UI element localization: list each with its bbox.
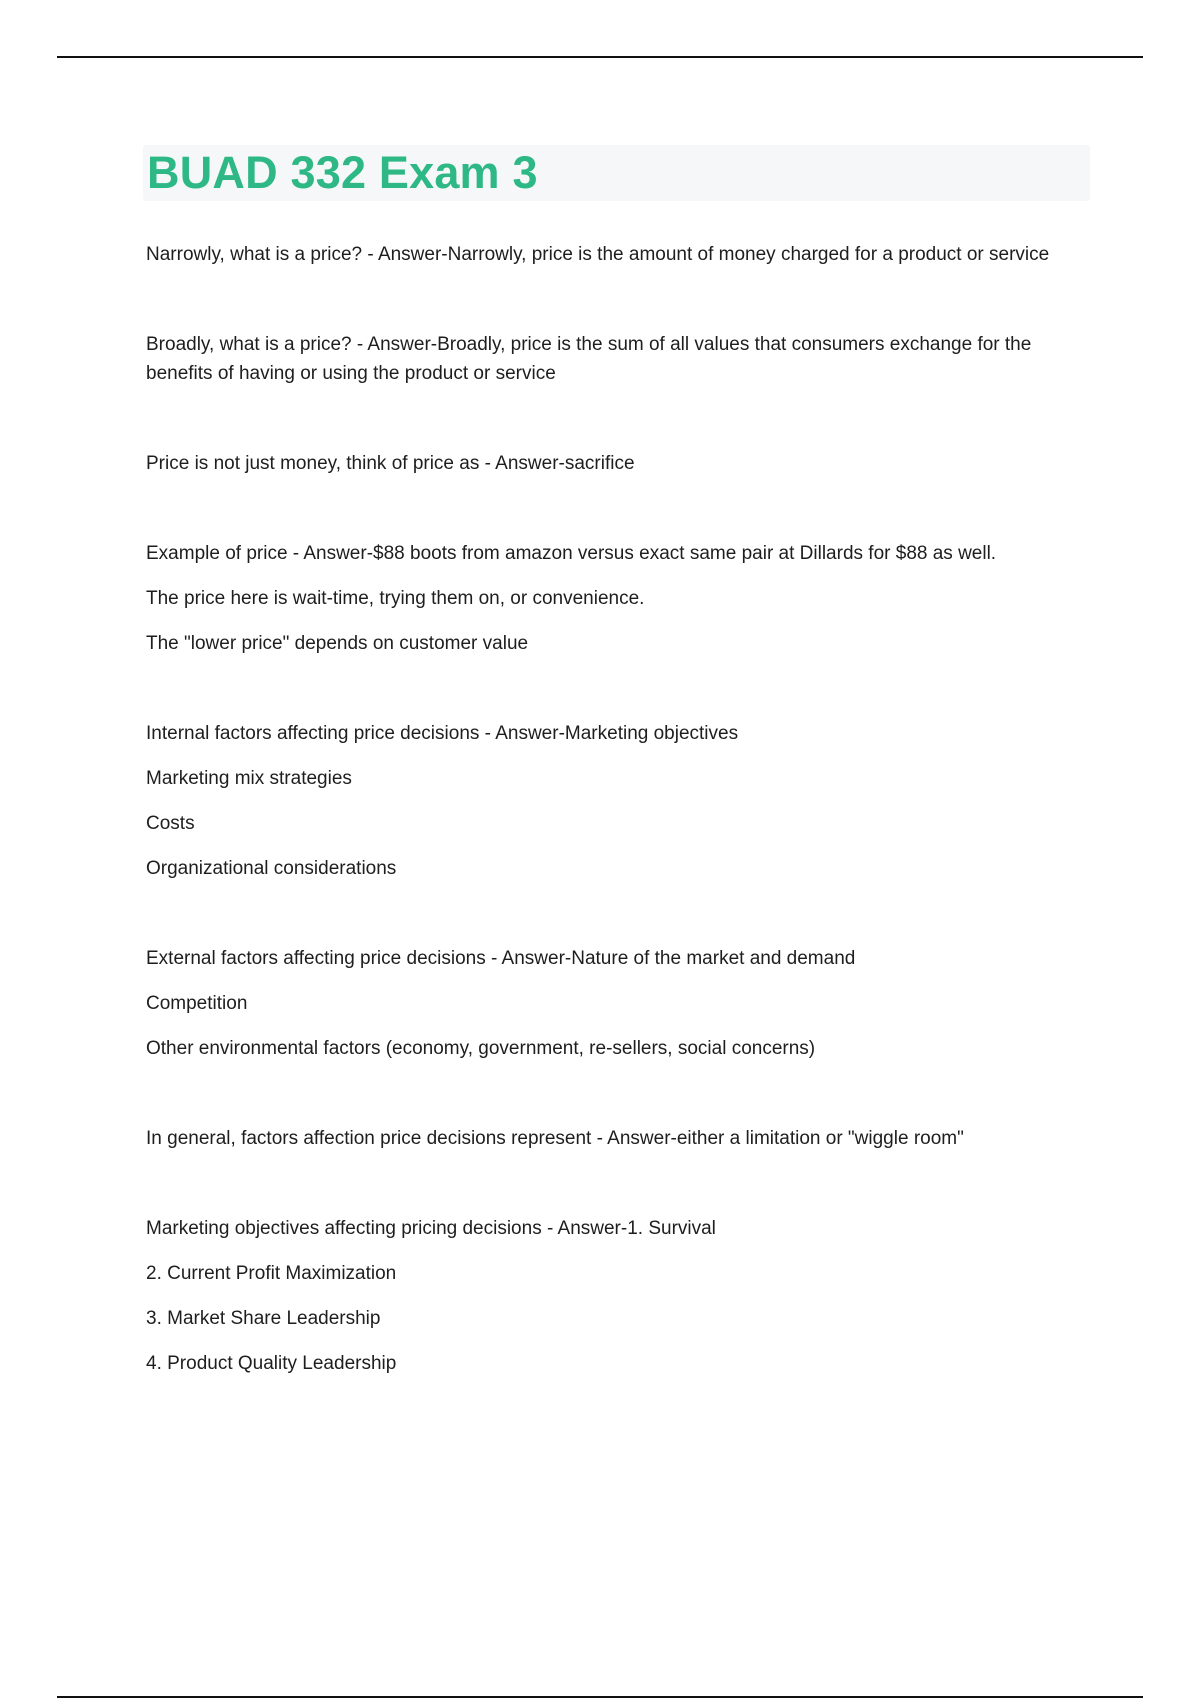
qa-line: 4. Product Quality Leadership	[146, 1353, 397, 1374]
qa-line: Organizational considerations	[146, 858, 397, 879]
qa-line: Price is not just money, think of price as - Answer-sacrifice	[146, 453, 635, 474]
qa-line: In general, factors affection price decisions represent - Answer-either a limitation or "wiggle room"	[146, 1128, 964, 1149]
qa-line: Marketing mix strategies	[146, 768, 352, 789]
qa-line: External factors affecting price decisions - Answer-Nature of the market and demand	[146, 948, 856, 969]
qa-entry	[146, 944, 1091, 1063]
qa-entry	[146, 449, 1091, 478]
qa-entry	[146, 1124, 1091, 1153]
document-body	[146, 240, 1091, 1439]
qa-line: 2. Current Profit Maximization	[146, 1263, 397, 1284]
qa-line: Internal factors affecting price decisions - Answer-Marketing objectives	[146, 723, 739, 744]
qa-line: Narrowly, what is a price? - Answer-Narrowly, price is the amount of money charged for a product or service	[146, 244, 1050, 265]
qa-line: Marketing objectives affecting pricing decisions - Answer-1. Survival	[146, 1218, 716, 1239]
qa-line: Costs	[146, 813, 195, 834]
qa-line: The price here is wait-time, trying them on, or convenience.	[146, 588, 645, 609]
qa-entry	[146, 719, 1091, 883]
qa-line: 3. Market Share Leadership	[146, 1308, 381, 1329]
qa-entry	[146, 539, 1091, 658]
qa-line: The "lower price" depends on customer value	[146, 633, 529, 654]
top-rule	[57, 56, 1143, 58]
qa-line: Other environmental factors (economy, government, re-sellers, social concerns)	[146, 1038, 816, 1059]
qa-entry	[146, 1214, 1091, 1378]
qa-line: Example of price - Answer-$88 boots from amazon versus exact same pair at Dillards for $88 as well.	[146, 543, 997, 564]
bottom-rule	[57, 1696, 1143, 1698]
qa-entry	[146, 240, 1091, 269]
qa-line: Broadly, what is a price? - Answer-Broadly, price is the sum of all values that consumers exchange for the benefits of having or using the product or service	[146, 334, 1032, 384]
qa-line: Competition	[146, 993, 248, 1014]
qa-entry	[146, 330, 1091, 388]
document-title: BUAD 332 Exam 3	[147, 147, 538, 198]
